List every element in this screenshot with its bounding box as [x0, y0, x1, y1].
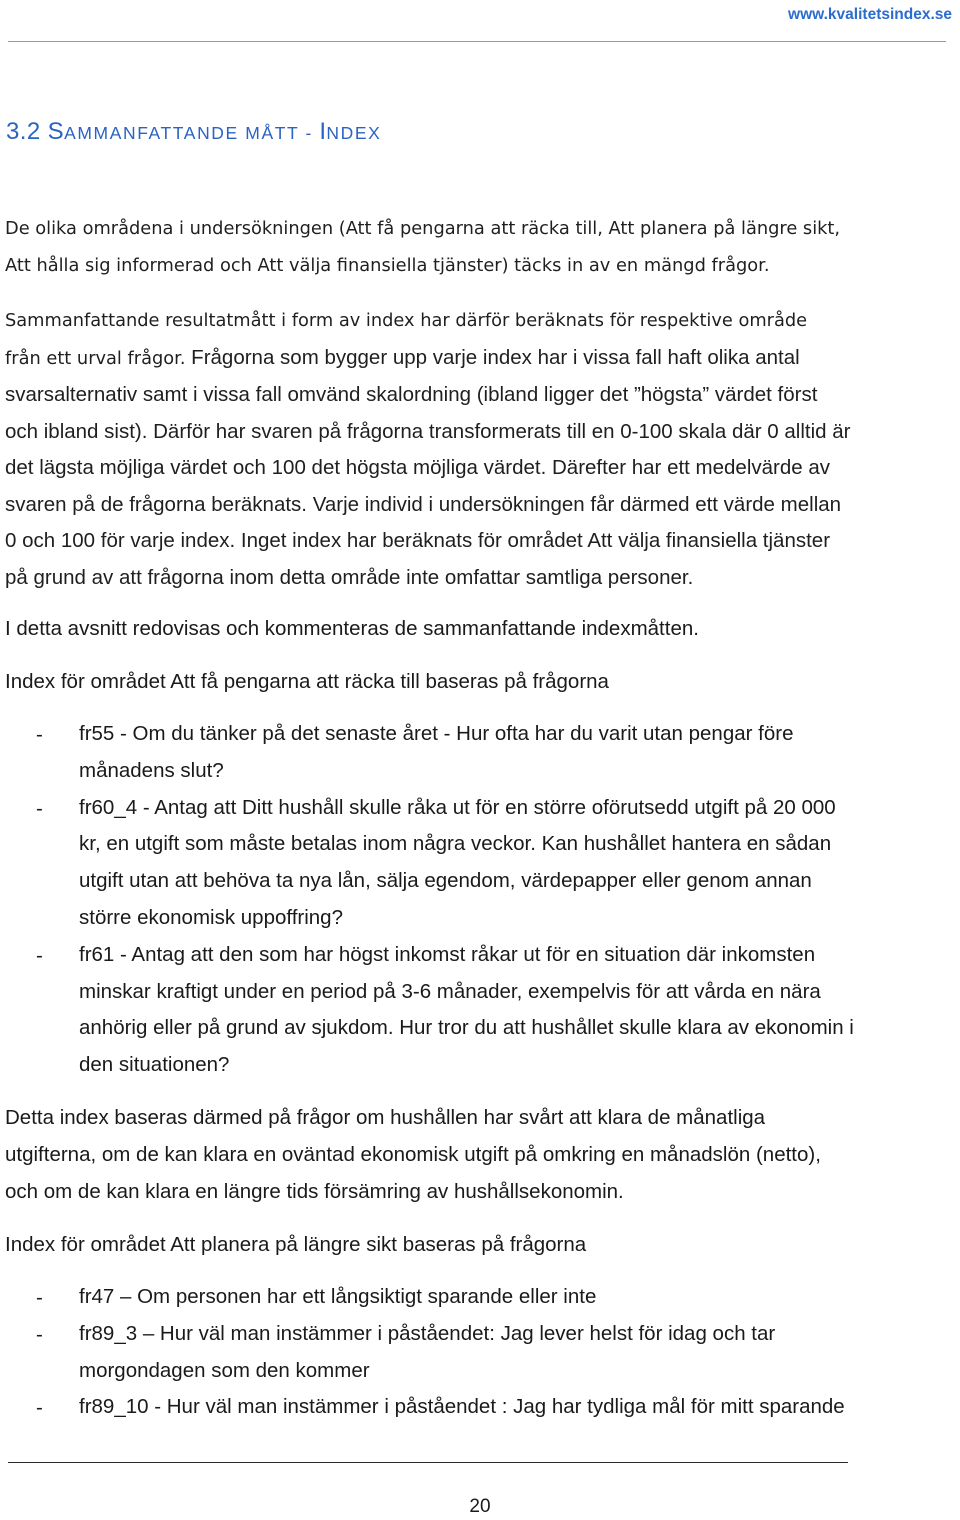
list-item [0, 1279, 960, 1316]
section-heading [6, 118, 381, 146]
paragraph-line: från ett urval frågor. Frågorna som bygger upp varje index har i vissa fall haft olika antal [5, 345, 800, 369]
list-item [0, 790, 960, 937]
item-line: fr89_10 - Hur väl man instämmer i påståendet : Jag har tydliga mål för mitt sparande [79, 1395, 845, 1419]
paragraph-line: svaren på de frågorna beräknats. Varje individ i undersökningen får därmed ett värde mellan [5, 492, 842, 516]
item-line: anhörig eller på grund av sjukdom. Hur tror du att hushållet skulle klara av ekonomin i [79, 1016, 854, 1040]
section-number: 3.2 [6, 118, 41, 145]
item-line: större ekonomisk uppoffring? [79, 905, 343, 929]
paragraph-line: utgifterna, om de kan klara en oväntad ekonomisk utgift på omkring en månadslön (netto), [5, 1143, 821, 1166]
item-line: kr, en utgift som måste betalas inom några veckor. Kan hushållet hantera en sådan [79, 832, 832, 856]
paragraph-line: Detta index baseras därmed på frågor om hushållen har svårt att klara de månatliga [5, 1106, 766, 1129]
question-list [0, 716, 960, 1084]
item-line: morgondagen som den kommer [79, 1358, 370, 1382]
item-line: minskar kraftigt under en period på 3-6 månader, exempelvis för att vårda en nära [79, 979, 821, 1003]
paragraph-line: svarsalternativ samt i vissa fall omvänd skalordning (ibland ligger det ”högsta” värdet först [5, 383, 818, 406]
paragraph-line: Sammanfattande resultatmått i form av index har därför beräknats för respektive område [5, 310, 808, 331]
index-heading: Index för området Att planera på längre sikt baseras på frågorna [5, 1233, 587, 1256]
item-line: fr55 - Om du tänker på det senaste året - Hur ofta har du varit utan pengar före [79, 722, 794, 745]
title-smallcaps: NDEX [326, 123, 382, 143]
item-line: fr61 - Antag att den som har högst inkomst råkar ut för en situation där inkomsten [79, 942, 816, 966]
list-item [0, 1389, 960, 1426]
question-list [0, 1279, 960, 1426]
item-line: månadens slut? [79, 758, 224, 782]
title-initial: I [319, 118, 327, 145]
list-dash: - [36, 723, 43, 746]
report-note: I detta avsnitt redovisas och kommenteras de sammanfattande indexmåtten. [5, 617, 699, 640]
paragraph-line: på grund av att frågorna inom detta område inte omfattar samtliga personer. [5, 565, 694, 589]
site-link[interactable]: www.kvalitetsindex.se [788, 6, 952, 23]
list-item [0, 1316, 960, 1390]
paragraph-line: De olika områdena i undersökningen (Att få pengarna att räcka till, Att planera på längre sikt, [5, 218, 841, 239]
method-paragraph [5, 302, 955, 596]
paragraph-line: 0 och 100 för varje index. Inget index har beräknats för området Att välja finansiella tjänster [5, 529, 831, 552]
paragraph-line: Att hålla sig informerad och Att välja finansiella tjänster) täcks in av en mängd frågor. [5, 255, 770, 276]
title-smallcaps: AMMANFATTANDE MÅTT - [64, 123, 320, 143]
paragraph-line: och om de kan klara en längre tids försämring av hushållsekonomin. [5, 1180, 624, 1203]
list-dash: - [36, 943, 43, 967]
page-number: 20 [469, 1496, 491, 1517]
item-line: fr89_3 – Hur väl man instämmer i påståendet: Jag lever helst för idag och tar [79, 1321, 776, 1345]
list-dash: - [36, 1286, 43, 1309]
item-line: fr47 – Om personen har ett långsiktigt sparande eller inte [79, 1285, 597, 1308]
title-initial: S [47, 118, 65, 145]
footer-divider [8, 1462, 848, 1463]
paragraph-line: det lägsta möjliga värdet och 100 det högsta möjliga värdet. Därefter har ett medelvärde av [5, 456, 831, 479]
item-line: den situationen? [79, 1053, 230, 1077]
list-dash: - [36, 1322, 43, 1346]
item-line: utgift utan att behöva ta nya lån, sälja egendom, värdepapper eller genom annan [79, 869, 812, 893]
list-item [0, 716, 960, 790]
item-line: fr60_4 - Antag att Ditt hushåll skulle råka ut för en större oförutsedd utgift på 20 000 [79, 795, 836, 819]
paragraph-line: och ibland sist). Därför har svaren på frågorna transformerats till en 0-100 skala där 0 alltid är [5, 419, 851, 443]
list-dash: - [36, 1396, 43, 1420]
summary-paragraph [5, 1099, 955, 1210]
header-divider [8, 41, 946, 42]
intro-paragraph [5, 210, 955, 284]
index-heading: Index för området Att få pengarna att räcka till baseras på frågorna [5, 670, 609, 693]
list-item [0, 937, 960, 1084]
list-dash: - [36, 796, 43, 820]
